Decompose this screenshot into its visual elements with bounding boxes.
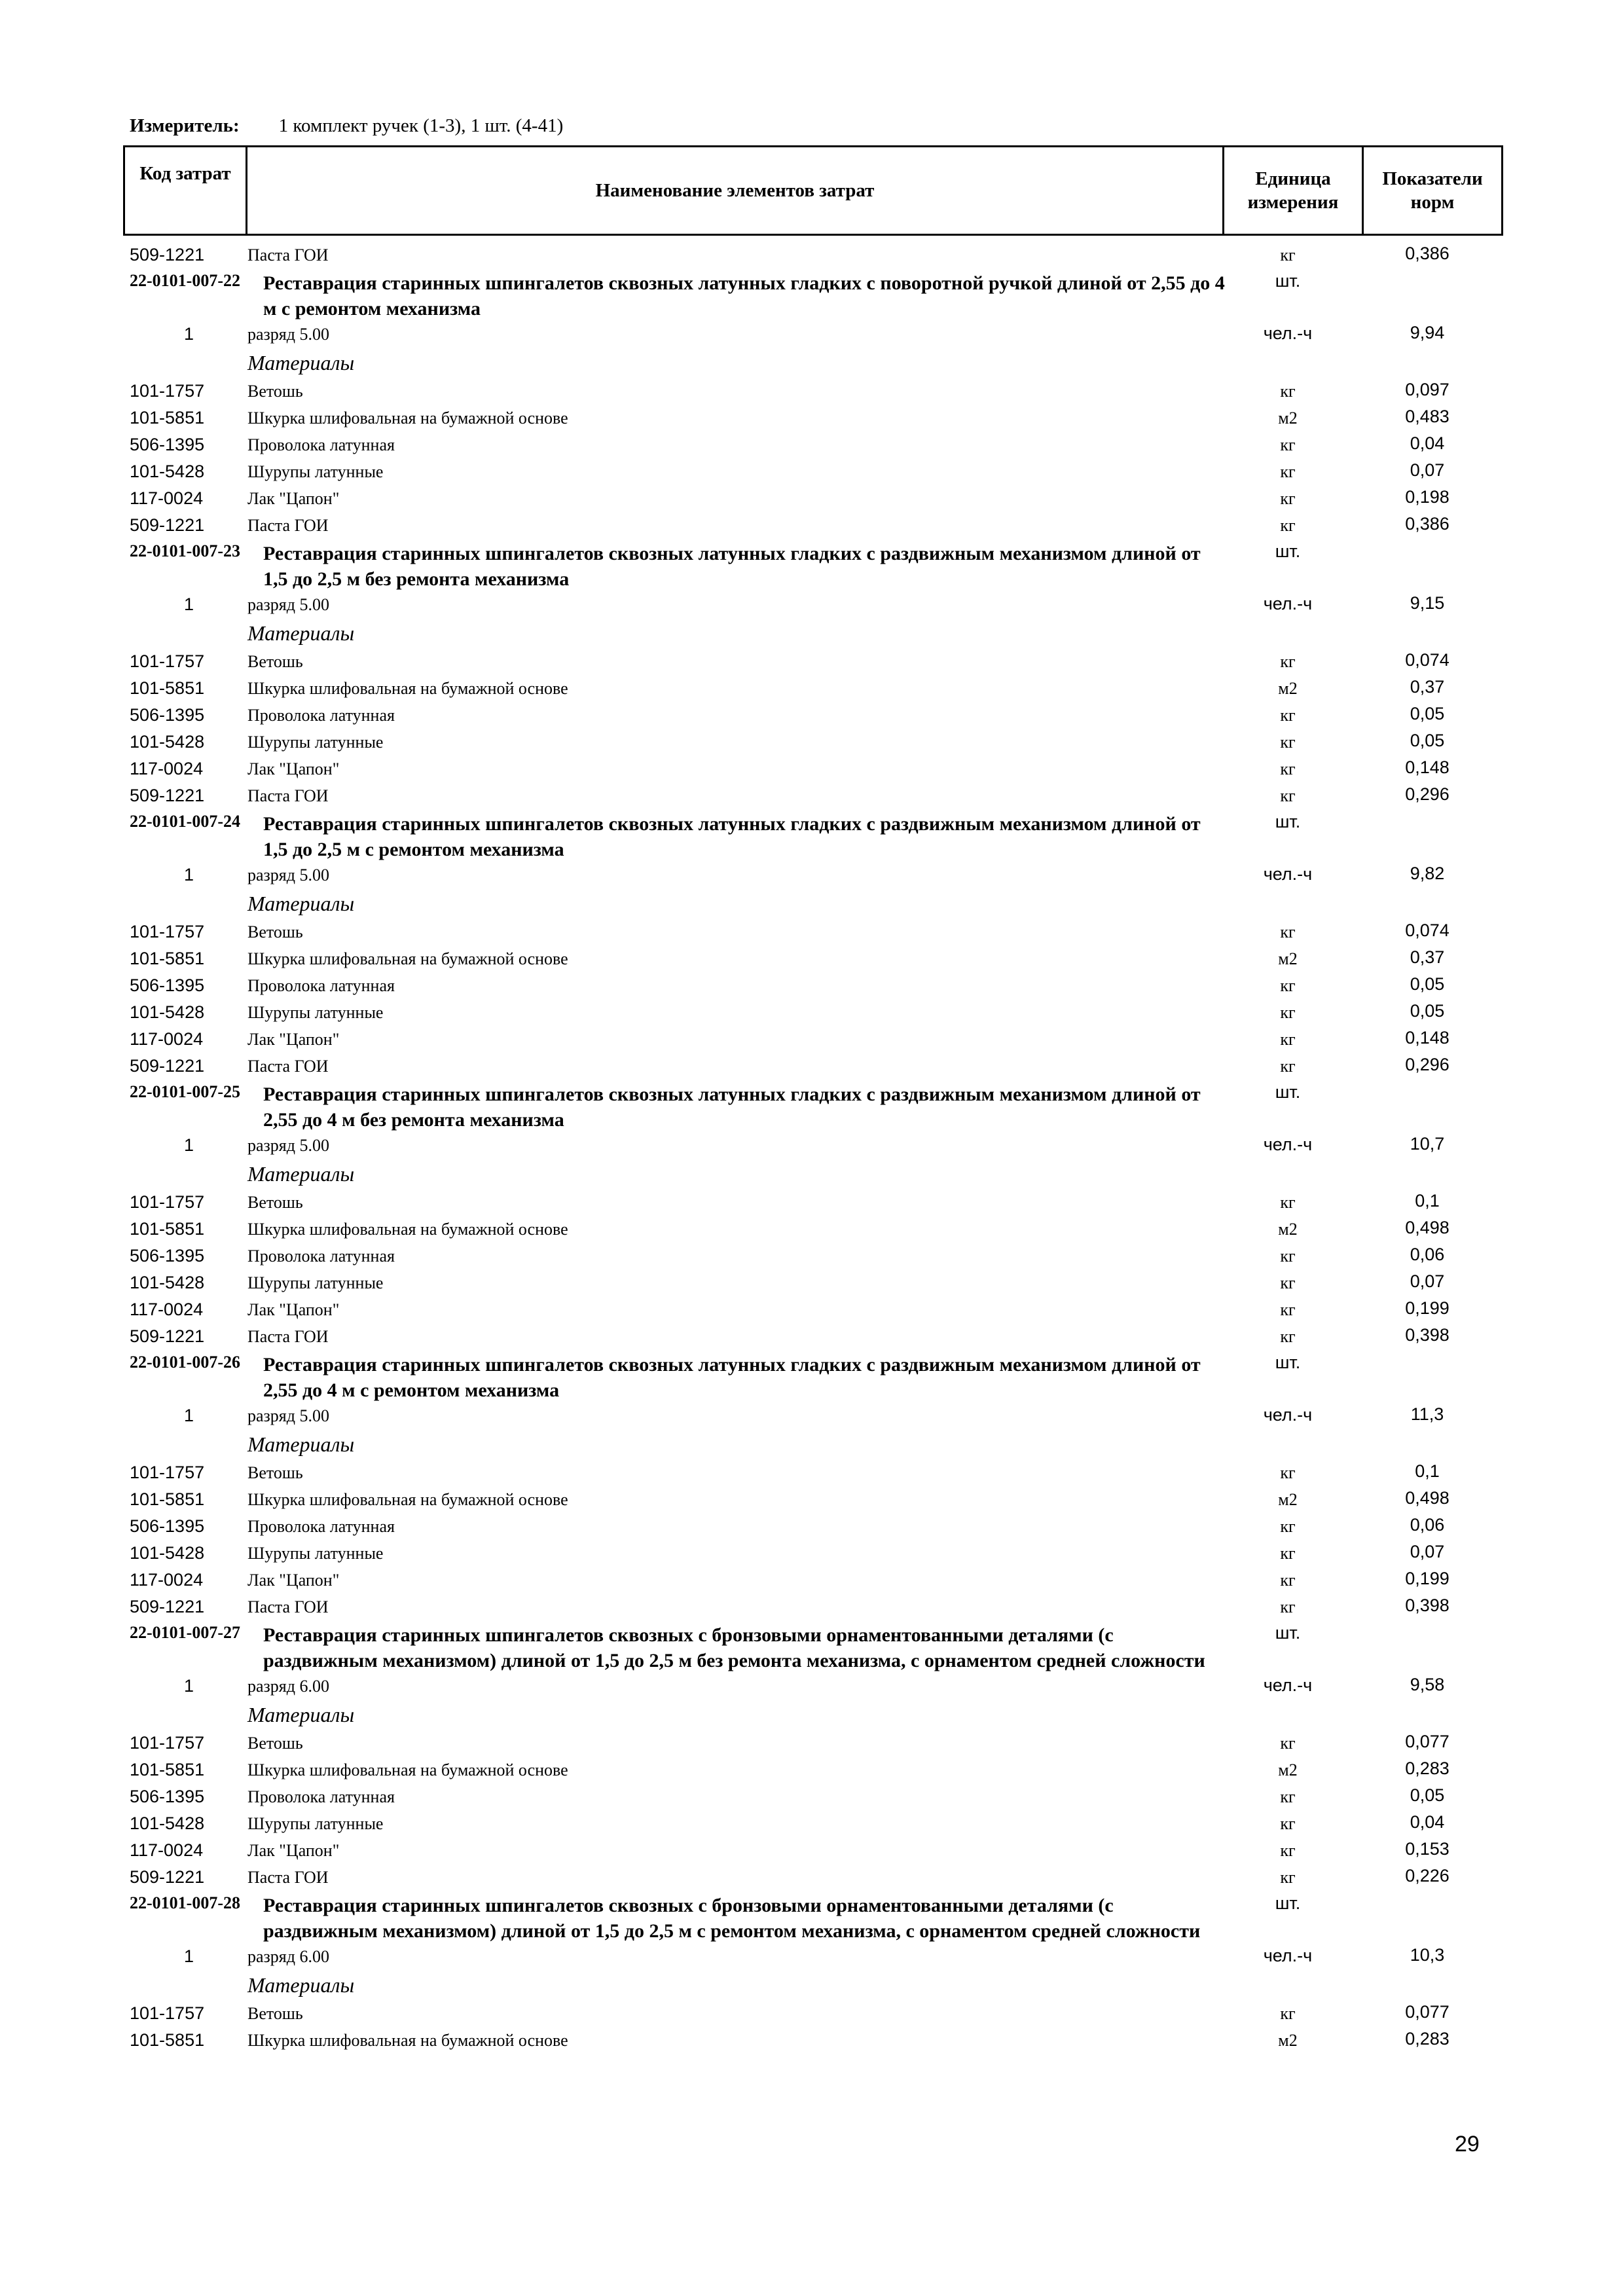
row-value: 0,199 xyxy=(1405,1298,1450,1318)
row-name: Шкурка шлифовальная на бумажной основе xyxy=(247,409,568,428)
row-code: 101-1757 xyxy=(130,1192,205,1212)
labor-code: 1 xyxy=(183,1406,194,1425)
row-code: 506-1395 xyxy=(130,1787,205,1806)
table-row xyxy=(0,1594,1623,1621)
row-unit: кг xyxy=(1280,1193,1296,1212)
row-name: Лак "Цапон" xyxy=(247,1030,340,1049)
table-row xyxy=(0,1270,1623,1297)
section-title: Реставрация старинных шпингалетов сквозных латунных гладких с раздвижным механизмом длиной от 2,55 до 4 м с ремонтом механизма xyxy=(263,1354,1201,1401)
labor-unit: чел.-ч xyxy=(1263,1135,1313,1154)
row-name: Ветошь xyxy=(247,922,303,941)
row-unit: кг xyxy=(1280,1003,1296,1022)
row-name: Паста ГОИ xyxy=(247,1868,329,1887)
row-unit: кг xyxy=(1280,462,1296,481)
row-code: 117-0024 xyxy=(130,1840,204,1860)
row-value: 0,05 xyxy=(1410,1001,1445,1021)
section-code: 22-0101-007-23 xyxy=(130,541,240,560)
row-unit: кг xyxy=(1280,759,1296,778)
row-name: Шкурка шлифовальная на бумажной основе xyxy=(247,2031,568,2050)
labor-unit: чел.-ч xyxy=(1263,1946,1313,1965)
row-name: Проволока латунная xyxy=(247,1517,395,1536)
row-unit: кг xyxy=(1280,382,1296,401)
table-row xyxy=(0,242,1623,269)
row-name: Ветошь xyxy=(247,382,303,401)
row-code: 101-1757 xyxy=(130,2003,205,2023)
row-code: 101-1757 xyxy=(130,1463,205,1482)
row-code: 509-1221 xyxy=(130,786,205,805)
row-name: Шурупы латунные xyxy=(247,462,384,481)
labor-value: 10,3 xyxy=(1410,1945,1445,1965)
row-value: 0,198 xyxy=(1405,487,1450,507)
table-row xyxy=(0,676,1623,702)
row-name: Паста ГОИ xyxy=(247,516,329,535)
labor-unit: чел.-ч xyxy=(1263,594,1313,613)
section-heading xyxy=(0,539,1623,592)
section-title: Реставрация старинных шпингалетов сквозных с бронзовыми орнаментованными деталями (с раздвижным механизмом) длиной от 1,5 до 2,5 м без ремонта механизма, с орнаментом средней сложности xyxy=(263,1624,1205,1671)
row-value: 0,05 xyxy=(1410,731,1445,750)
materials-heading xyxy=(0,1159,1623,1190)
row-unit: м2 xyxy=(1278,1220,1298,1239)
materials-heading xyxy=(0,889,1623,919)
labor-row xyxy=(0,1673,1623,1700)
measure-label: Измеритель: xyxy=(130,115,240,136)
row-name: Шкурка шлифовальная на бумажной основе xyxy=(247,1220,568,1239)
section-title: Реставрация старинных шпингалетов сквозных латунных гладких с поворотной ручкой длиной от 2,55 до 4 м с ремонтом механизма xyxy=(263,272,1225,319)
section-unit: шт. xyxy=(1275,1893,1301,1913)
table-row xyxy=(0,1027,1623,1053)
row-unit: кг xyxy=(1280,1327,1296,1346)
table-row xyxy=(0,1784,1623,1811)
row-unit: м2 xyxy=(1278,1490,1298,1509)
row-code: 101-5851 xyxy=(130,2030,205,2050)
row-value: 0,153 xyxy=(1405,1839,1450,1859)
labor-row xyxy=(0,1403,1623,1430)
row-unit: кг xyxy=(1280,1517,1296,1536)
row-name: Ветошь xyxy=(247,1193,303,1212)
row-code: 101-1757 xyxy=(130,651,205,671)
row-unit: кг xyxy=(1280,516,1296,535)
section-code: 22-0101-007-28 xyxy=(130,1893,240,1912)
measure-value: 1 комплект ручек (1-3), 1 шт. (4-41) xyxy=(278,115,564,136)
table-row xyxy=(0,973,1623,1000)
table-row xyxy=(0,1053,1623,1080)
row-value: 0,37 xyxy=(1410,947,1445,967)
labor-name: разряд 6.00 xyxy=(247,1947,329,1966)
section-unit: шт. xyxy=(1275,812,1301,831)
row-value: 0,07 xyxy=(1410,1542,1445,1561)
row-code: 101-5851 xyxy=(130,678,205,698)
row-unit: кг xyxy=(1280,1463,1296,1482)
table-header xyxy=(123,145,1503,236)
row-name: Лак "Цапон" xyxy=(247,1571,340,1590)
table-row xyxy=(0,2001,1623,2028)
labor-name: разряд 5.00 xyxy=(247,866,329,884)
row-unit: кг xyxy=(1280,1734,1296,1753)
section-heading xyxy=(0,810,1623,862)
row-value: 0,07 xyxy=(1410,460,1445,480)
section-unit: шт. xyxy=(1275,271,1301,291)
section-code: 22-0101-007-24 xyxy=(130,812,240,831)
row-unit: кг xyxy=(1280,922,1296,941)
row-value: 0,386 xyxy=(1405,514,1450,534)
row-code: 509-1221 xyxy=(130,1056,205,1076)
row-code: 101-1757 xyxy=(130,1733,205,1753)
row-unit: кг xyxy=(1280,246,1296,264)
table-row xyxy=(0,1460,1623,1487)
row-value: 0,498 xyxy=(1405,1488,1450,1508)
table-row xyxy=(0,486,1623,513)
row-value: 0,077 xyxy=(1405,1732,1450,1751)
header-name: Наименование элементов затрат xyxy=(247,147,1224,234)
row-name: Лак "Цапон" xyxy=(247,1300,340,1319)
table-row xyxy=(0,1514,1623,1540)
section-code: 22-0101-007-27 xyxy=(130,1623,240,1642)
row-name: Ветошь xyxy=(247,1734,303,1753)
labor-row xyxy=(0,321,1623,348)
materials-heading xyxy=(0,1700,1623,1730)
row-unit: кг xyxy=(1280,976,1296,995)
table-row xyxy=(0,513,1623,539)
row-value: 0,483 xyxy=(1405,407,1450,426)
row-name: Шкурка шлифовальная на бумажной основе xyxy=(247,1490,568,1509)
row-unit: м2 xyxy=(1278,679,1298,698)
row-name: Шкурка шлифовальная на бумажной основе xyxy=(247,1760,568,1779)
row-name: Шурупы латунные xyxy=(247,1273,384,1292)
materials-heading xyxy=(0,1430,1623,1460)
materials-label: Материалы xyxy=(247,892,355,915)
row-name: Шурупы латунные xyxy=(247,733,384,752)
row-code: 101-5851 xyxy=(130,1219,205,1239)
row-code: 506-1395 xyxy=(130,705,205,725)
row-code: 101-5428 xyxy=(130,1543,205,1563)
row-value: 0,1 xyxy=(1415,1191,1440,1211)
row-value: 0,04 xyxy=(1410,433,1445,453)
measure-line xyxy=(130,115,563,137)
row-name: Проволока латунная xyxy=(247,1247,395,1266)
row-value: 0,498 xyxy=(1405,1218,1450,1237)
section-title: Реставрация старинных шпингалетов сквозных латунных гладких с раздвижным механизмом длиной от 1,5 до 2,5 м без ремонта механизма xyxy=(263,543,1201,590)
row-code: 117-0024 xyxy=(130,759,204,778)
row-value: 0,398 xyxy=(1405,1325,1450,1345)
labor-row xyxy=(0,592,1623,619)
table-row xyxy=(0,1757,1623,1784)
row-value: 0,05 xyxy=(1410,974,1445,994)
table-row xyxy=(0,1540,1623,1567)
row-name: Проволока латунная xyxy=(247,706,395,725)
row-code: 509-1221 xyxy=(130,1867,205,1887)
row-unit: кг xyxy=(1280,1597,1296,1616)
labor-code: 1 xyxy=(183,324,194,344)
table-row xyxy=(0,702,1623,729)
row-unit: кг xyxy=(1280,1571,1296,1590)
labor-value: 11,3 xyxy=(1410,1404,1444,1424)
row-unit: кг xyxy=(1280,1273,1296,1292)
section-unit: шт. xyxy=(1275,541,1301,561)
section-title: Реставрация старинных шпингалетов сквозных с бронзовыми орнаментованными деталями (с раздвижным механизмом) длиной от 1,5 до 2,5 м с ремонтом механизма, с орнаментом средней сложности xyxy=(263,1895,1201,1942)
row-name: Шурупы латунные xyxy=(247,1003,384,1022)
row-value: 0,386 xyxy=(1405,244,1450,263)
row-value: 0,296 xyxy=(1405,1055,1450,1074)
labor-code: 1 xyxy=(183,865,194,884)
section-code: 22-0101-007-25 xyxy=(130,1082,240,1101)
row-unit: кг xyxy=(1280,1841,1296,1860)
labor-value: 9,58 xyxy=(1410,1675,1445,1694)
materials-label: Материалы xyxy=(247,1973,355,1997)
row-unit: кг xyxy=(1280,1247,1296,1266)
row-code: 509-1221 xyxy=(130,1597,205,1616)
table-row xyxy=(0,459,1623,486)
row-value: 0,283 xyxy=(1405,1758,1450,1778)
row-unit: кг xyxy=(1280,1544,1296,1563)
row-code: 506-1395 xyxy=(130,435,205,454)
row-code: 101-5428 xyxy=(130,732,205,752)
row-unit: м2 xyxy=(1278,949,1298,968)
row-value: 0,097 xyxy=(1405,380,1450,399)
labor-unit: чел.-ч xyxy=(1263,864,1313,884)
row-name: Шкурка шлифовальная на бумажной основе xyxy=(247,679,568,698)
table-row xyxy=(0,1865,1623,1891)
table-row xyxy=(0,378,1623,405)
materials-label: Материалы xyxy=(247,621,355,645)
row-value: 0,06 xyxy=(1410,1245,1445,1264)
row-name: Проволока латунная xyxy=(247,976,395,995)
row-name: Паста ГОИ xyxy=(247,1057,329,1076)
row-unit: м2 xyxy=(1278,409,1298,428)
table-row xyxy=(0,1838,1623,1865)
labor-value: 10,7 xyxy=(1410,1134,1445,1154)
row-name: Проволока латунная xyxy=(247,1787,395,1806)
row-value: 0,226 xyxy=(1405,1866,1450,1886)
row-value: 0,398 xyxy=(1405,1595,1450,1615)
labor-row xyxy=(0,1133,1623,1159)
row-code: 101-5851 xyxy=(130,1760,205,1779)
labor-unit: чел.-ч xyxy=(1263,1675,1313,1695)
table-row xyxy=(0,1000,1623,1027)
section-unit: шт. xyxy=(1275,1623,1301,1643)
row-value: 0,04 xyxy=(1410,1812,1445,1832)
page-number: 29 xyxy=(1455,2132,1480,2157)
labor-name: разряд 5.00 xyxy=(247,1406,329,1425)
row-code: 506-1395 xyxy=(130,1246,205,1266)
row-name: Ветошь xyxy=(247,2004,303,2023)
row-code: 101-5851 xyxy=(130,408,205,428)
labor-code: 1 xyxy=(183,594,194,614)
labor-value: 9,82 xyxy=(1410,864,1445,883)
table-row xyxy=(0,432,1623,459)
table-row xyxy=(0,919,1623,946)
section-heading xyxy=(0,1891,1623,1944)
section-unit: шт. xyxy=(1275,1353,1301,1372)
row-unit: кг xyxy=(1280,1300,1296,1319)
row-code: 509-1221 xyxy=(130,1326,205,1346)
section-heading xyxy=(0,1351,1623,1403)
row-code: 101-5428 xyxy=(130,1813,205,1833)
labor-row xyxy=(0,1944,1623,1971)
row-value: 0,074 xyxy=(1405,650,1450,670)
row-value: 0,148 xyxy=(1405,757,1450,777)
row-name: Паста ГОИ xyxy=(247,786,329,805)
labor-code: 1 xyxy=(183,1135,194,1155)
row-unit: м2 xyxy=(1278,2031,1298,2050)
table-row xyxy=(0,1487,1623,1514)
materials-label: Материалы xyxy=(247,1432,355,1456)
row-code: 506-1395 xyxy=(130,975,205,995)
row-code: 509-1221 xyxy=(130,245,205,264)
section-unit: шт. xyxy=(1275,1082,1301,1102)
row-unit: м2 xyxy=(1278,1760,1298,1779)
row-unit: кг xyxy=(1280,1868,1296,1887)
labor-value: 9,94 xyxy=(1410,323,1445,342)
section-title: Реставрация старинных шпингалетов сквозных латунных гладких с раздвижным механизмом длиной от 2,55 до 4 м без ремонта механизма xyxy=(263,1084,1201,1131)
row-value: 0,05 xyxy=(1410,1785,1445,1805)
materials-label: Материалы xyxy=(247,1703,355,1726)
table-row xyxy=(0,1730,1623,1757)
row-name: Ветошь xyxy=(247,652,303,671)
header-code: Код затрат xyxy=(125,147,247,234)
materials-label: Материалы xyxy=(247,351,355,374)
section-heading xyxy=(0,1080,1623,1133)
row-name: Шурупы латунные xyxy=(247,1814,384,1833)
row-code: 101-1757 xyxy=(130,381,205,401)
labor-code: 1 xyxy=(183,1676,194,1696)
row-value: 0,074 xyxy=(1405,920,1450,940)
row-value: 0,077 xyxy=(1405,2002,1450,2022)
row-name: Паста ГОИ xyxy=(247,1597,329,1616)
labor-value: 9,15 xyxy=(1410,593,1445,613)
row-name: Проволока латунная xyxy=(247,435,395,454)
row-value: 0,37 xyxy=(1410,677,1445,697)
labor-unit: чел.-ч xyxy=(1263,1405,1313,1425)
row-name: Лак "Цапон" xyxy=(247,1841,340,1860)
table-row xyxy=(0,1297,1623,1324)
row-code: 101-5428 xyxy=(130,462,205,481)
row-value: 0,07 xyxy=(1410,1271,1445,1291)
row-name: Паста ГОИ xyxy=(247,1327,329,1346)
row-code: 101-5428 xyxy=(130,1002,205,1022)
table-row xyxy=(0,649,1623,676)
row-code: 117-0024 xyxy=(130,1300,204,1319)
row-value: 0,148 xyxy=(1405,1028,1450,1048)
row-code: 101-1757 xyxy=(130,922,205,941)
table-row xyxy=(0,783,1623,810)
row-unit: кг xyxy=(1280,652,1296,671)
header-value: Показатели норм xyxy=(1382,168,1483,213)
row-unit: кг xyxy=(1280,489,1296,508)
table-row xyxy=(0,1216,1623,1243)
table-row xyxy=(0,2028,1623,2054)
row-code: 101-5851 xyxy=(130,1489,205,1509)
section-code: 22-0101-007-26 xyxy=(130,1353,240,1372)
section-code: 22-0101-007-22 xyxy=(130,271,240,290)
section-title: Реставрация старинных шпингалетов сквозных латунных гладких с раздвижным механизмом длиной от 1,5 до 2,5 м с ремонтом механизма xyxy=(263,813,1201,860)
table-row xyxy=(0,1324,1623,1351)
row-code: 101-5851 xyxy=(130,949,205,968)
row-code: 117-0024 xyxy=(130,1029,204,1049)
row-unit: кг xyxy=(1280,786,1296,805)
row-unit: кг xyxy=(1280,706,1296,725)
materials-heading xyxy=(0,348,1623,378)
section-heading xyxy=(0,1621,1623,1673)
row-name: Ветошь xyxy=(247,1463,303,1482)
table-row xyxy=(0,1811,1623,1838)
table-row xyxy=(0,1243,1623,1270)
row-code: 117-0024 xyxy=(130,488,204,508)
row-value: 0,1 xyxy=(1415,1461,1440,1481)
row-value: 0,283 xyxy=(1405,2029,1450,2049)
materials-label: Материалы xyxy=(247,1162,355,1186)
table-row xyxy=(0,946,1623,973)
table-row xyxy=(0,1567,1623,1594)
row-unit: кг xyxy=(1280,1814,1296,1833)
labor-code: 1 xyxy=(183,1946,194,1966)
row-unit: кг xyxy=(1280,1030,1296,1049)
table-body xyxy=(0,242,1623,2054)
row-unit: кг xyxy=(1280,733,1296,752)
table-row xyxy=(0,1190,1623,1216)
row-unit: кг xyxy=(1280,1057,1296,1076)
row-code: 509-1221 xyxy=(130,515,205,535)
labor-name: разряд 5.00 xyxy=(247,1136,329,1155)
row-name: Шкурка шлифовальная на бумажной основе xyxy=(247,949,568,968)
row-value: 0,199 xyxy=(1405,1569,1450,1588)
table-row xyxy=(0,405,1623,432)
labor-name: разряд 6.00 xyxy=(247,1677,329,1696)
labor-name: разряд 5.00 xyxy=(247,595,329,614)
materials-heading xyxy=(0,1971,1623,2001)
row-value: 0,296 xyxy=(1405,784,1450,804)
table-row xyxy=(0,756,1623,783)
table-row xyxy=(0,729,1623,756)
labor-row xyxy=(0,862,1623,889)
row-value: 0,05 xyxy=(1410,704,1445,723)
row-value: 0,06 xyxy=(1410,1515,1445,1535)
row-code: 506-1395 xyxy=(130,1516,205,1536)
row-unit: кг xyxy=(1280,435,1296,454)
section-heading xyxy=(0,269,1623,321)
row-name: Лак "Цапон" xyxy=(247,489,340,508)
header-unit: Единица измерения xyxy=(1224,147,1364,234)
materials-heading xyxy=(0,619,1623,649)
labor-name: разряд 5.00 xyxy=(247,325,329,344)
row-unit: кг xyxy=(1280,1787,1296,1806)
row-name: Шурупы латунные xyxy=(247,1544,384,1563)
row-unit: кг xyxy=(1280,2004,1296,2023)
row-name: Паста ГОИ xyxy=(247,246,329,264)
row-code: 101-5428 xyxy=(130,1273,205,1292)
row-name: Лак "Цапон" xyxy=(247,759,340,778)
row-code: 117-0024 xyxy=(130,1570,204,1590)
labor-unit: чел.-ч xyxy=(1263,323,1313,343)
